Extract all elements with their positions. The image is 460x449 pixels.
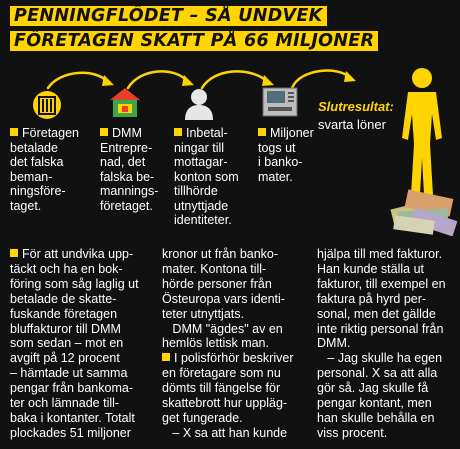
step-3-text: Inbetal- ningar till mottagar- konton som tillhörde utnyttjade identiteter.: [174, 126, 239, 227]
body-column-2: kronor ut från banko- mater. Kontona till- hörde personer från Östeuropa vars identi- teter utnyttjats. DMM "ägdes" av en hemlös lettisk man. I polisförhör beskriver en företagare som nu dömts till fängelse för skattebrott hur uppläg- get fungerade. – X sa att han kunde: [162, 247, 294, 440]
bullet-icon: [10, 249, 18, 257]
bullet-icon: [10, 128, 18, 136]
title-line-1: PENNINGFLÖDET – SÅ UNDVEK: [10, 6, 327, 27]
body-column-3: hjälpa till med fakturor. Han kunde ställa ut fakturor, till exempel en faktura på hyrd per- sonal, men det gällde inte riktig personal från DMM. – Jag skulle ha egen personal. X sa att alla gör så. Jag skulle få pengar kontant, men han skulle behålla en viss procent.: [317, 247, 446, 440]
house-icon: [108, 86, 142, 125]
result-value: svarta löner: [318, 117, 386, 132]
building-icon: [30, 90, 64, 125]
body-column-1: För att undvika upp- täckt och ha en bok- föring som såg laglig ut betalade de skatte- fuskande företagen bluffakturor till DMM som sedan – mot en avgift på 12 procent – hämtade ut samma pengar från bankoma- ter och lämnade till- baka i kontanter. Totalt plockades 51 miljoner: [10, 247, 139, 440]
step-2-text: DMM Entrepre- nad, det falska be- mannings- företaget.: [100, 126, 159, 213]
money-pile-icon: [388, 184, 460, 236]
step-1-text: Företagen betalade det falska beman- ningsföre- taget.: [10, 126, 79, 213]
person-icon: [182, 86, 216, 125]
arrow-1: [48, 73, 108, 88]
title-line-2: FÖRETAGEN SKATT PÅ 66 MILJONER: [10, 31, 378, 52]
bullet-icon: [100, 128, 108, 136]
step-4-text: Miljoner togs ut i banko- mater.: [258, 126, 314, 184]
bullet-icon: [258, 128, 266, 136]
bullet-icon: [174, 128, 182, 136]
result-label: Slutresultat:: [318, 99, 394, 114]
atm-icon: [262, 86, 298, 123]
bullet-icon: [162, 353, 170, 361]
arrow-4: [292, 71, 350, 88]
